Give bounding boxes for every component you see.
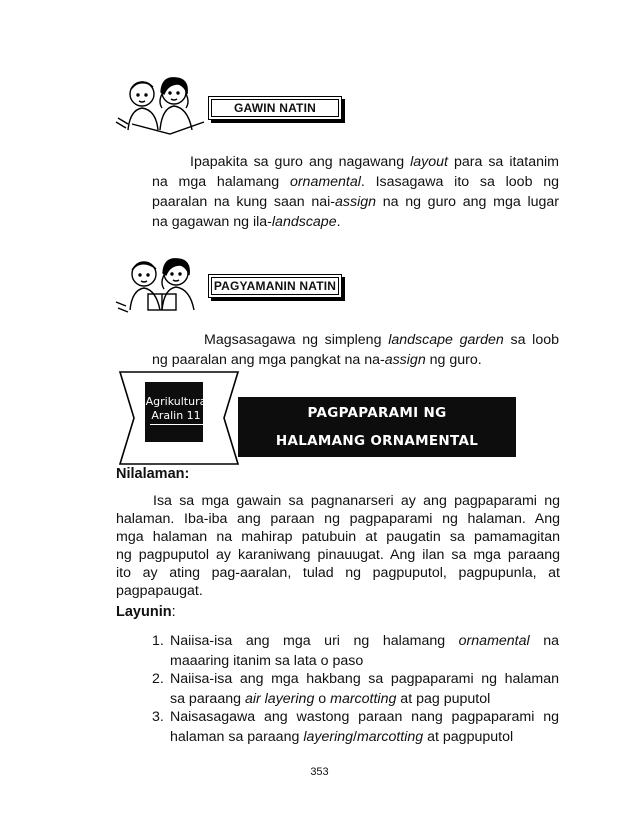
lesson-title-line-2: HALAMANG ORNAMENTAL: [275, 433, 479, 449]
nilalaman-line-3: mga halaman na mahirap patubuin at paugatin sa pamamagitan: [116, 529, 560, 545]
nilalaman-line-6: pagpapaugat.: [116, 583, 203, 599]
pagyamanin-natin-label: PAGYAMANIN NATIN: [213, 279, 337, 293]
layunin-item-2-line-1: Naiisa-isa ang mga hakbang sa pagpaparami ng halaman: [170, 671, 559, 687]
layunin-heading-colon: :: [171, 604, 176, 620]
italic-term: air layering: [244, 691, 315, 707]
nilalaman-heading: Nilalaman:: [116, 466, 190, 482]
nilalaman-line-5: ito ay ating pag-aaralan, tulad ng pagpuputol, pagpupunla, at: [116, 565, 560, 581]
italic-term: ornamental: [289, 174, 361, 190]
lesson-title-line-1: PAGPAPARAMI NG: [307, 405, 447, 421]
italic-term: assign: [384, 352, 426, 368]
italic-term: landscape garden: [388, 332, 504, 348]
pagyamanin-natin-badge: [208, 274, 342, 298]
layunin-item-3-line-1: Naisasagawa ang wastong paraan nang pagpaparami ng: [170, 709, 559, 725]
layunin-heading: [116, 604, 176, 620]
page-number: 353: [310, 766, 329, 778]
list-item: [152, 707, 559, 747]
pagyamanin-line-1: Magsasagawa ng simpleng landscape garden sa loob: [204, 332, 559, 348]
nilalaman-text: [116, 492, 560, 600]
lesson-number-label: Aralin 11: [151, 409, 201, 422]
list-item: [152, 669, 559, 709]
gawin-natin-text: [152, 152, 559, 232]
gawin-line-2: na mga halamang ornamental. Isasagawa ito sa loob ng: [152, 174, 559, 190]
lesson-subject-label: Agrikultura: [145, 395, 207, 408]
italic-term: marcotting: [330, 691, 397, 707]
list-item-number: 2.: [152, 671, 164, 687]
children-reading-illustration: [112, 72, 212, 140]
italic-term: landscape: [271, 214, 337, 230]
italic-term: ornamental: [458, 633, 530, 649]
nilalaman-line-1: Isa sa mga gawain sa pagnanarseri ay ang pagpaparami ng: [153, 493, 560, 509]
pagyamanin-natin-text: [152, 330, 559, 370]
layunin-item-2-line-2: sa paraang air layering o marcotting at pag puputol: [170, 691, 491, 707]
italic-term: marcotting: [356, 729, 424, 745]
italic-term: layering: [303, 729, 353, 745]
italic-term: layout: [410, 154, 448, 170]
layunin-item-1-line-1: Naiisa-isa ang mga uri ng halamang ornamental na: [170, 633, 559, 649]
italic-term: assign: [335, 194, 377, 210]
children-book-illustration: [112, 254, 212, 320]
gawin-line-3: paaralan na kung saan nai-assign na ng guro ang mga lugar: [152, 194, 559, 210]
layunin-item-1-line-2: maaaring itanim sa lata o paso: [170, 653, 364, 669]
layunin-heading-text: Layunin: [116, 604, 172, 620]
nilalaman-line-2: halaman. Iba-iba ang paraan ng pagpaparami ng halaman. Ang: [116, 511, 560, 527]
lesson-number-underline: [150, 424, 203, 425]
gawin-line-1: Ipapakita sa guro ang nagawang layout para sa itatanim: [190, 154, 559, 170]
layunin-item-3-line-2: halaman sa paraang layering/marcotting at pagpuputol: [170, 729, 514, 745]
list-item-number: 1.: [152, 633, 164, 649]
gawin-natin-label: GAWIN NATIN: [234, 101, 316, 115]
nilalaman-line-4: ng pagpuputol ay karaniwang pinauugat. Ang ilan sa mga paraang: [116, 547, 560, 563]
list-item-number: 3.: [152, 709, 164, 725]
list-item: [152, 631, 559, 671]
pagyamanin-line-2: ng paaralan ang mga pangkat na na-assign ng guro.: [152, 352, 482, 368]
lesson-title-block: [238, 397, 516, 457]
layunin-list: [152, 631, 559, 749]
gawin-natin-badge: [208, 96, 342, 120]
gawin-line-4: na gagawan ng ila-landscape.: [152, 214, 341, 230]
